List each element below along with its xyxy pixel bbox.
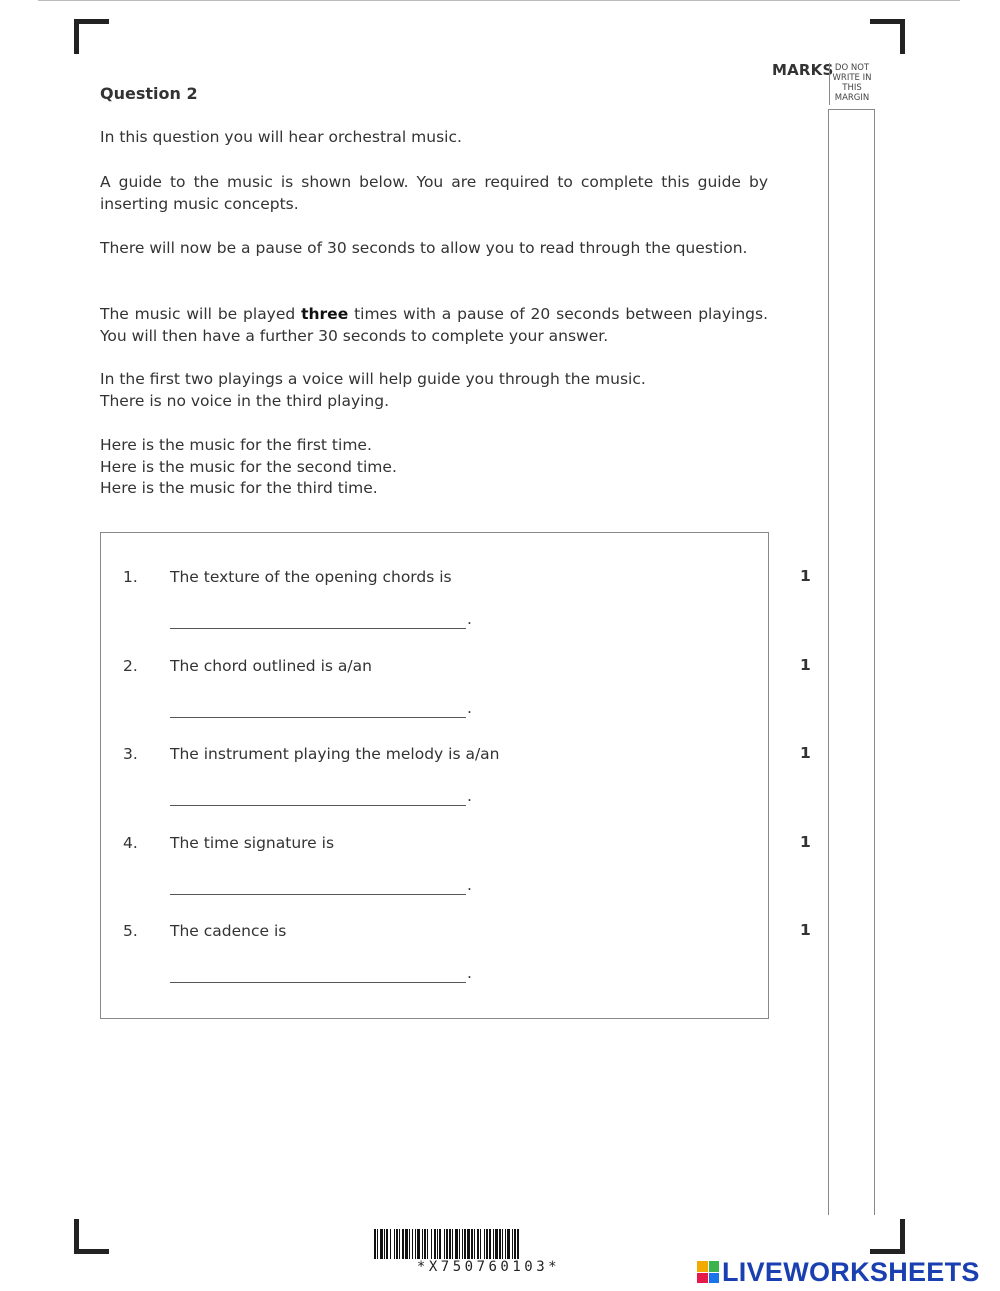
barcode-bar: [427, 1229, 428, 1259]
mark-value-3: 1: [800, 744, 811, 762]
music-guide-box: [100, 532, 769, 1019]
crop-mark-top-right: [870, 19, 905, 54]
answer-blank-5[interactable]: [170, 981, 466, 983]
paragraph-4-end: times with a pause of 20 seconds between playings. You will then have a further 30 seconds to complete your answer.: [100, 305, 768, 345]
barcode-bar: [462, 1229, 463, 1259]
intro-paragraph-1: In this question you will hear orchestral music.: [100, 128, 462, 146]
barcode-bar: [409, 1229, 410, 1259]
mark-value-5: 1: [800, 921, 811, 939]
barcode-bar: [380, 1229, 383, 1259]
barcode-bar: [417, 1229, 420, 1259]
barcode-bar: [434, 1229, 436, 1259]
mark-value-2: 1: [800, 656, 811, 674]
barcode-bar: [514, 1229, 516, 1259]
answer-period: .: [467, 964, 472, 982]
barcode-bar: [394, 1229, 395, 1259]
guide-item-number: 3.: [123, 745, 138, 763]
logo-square: [709, 1273, 720, 1284]
barcode-bar: [377, 1229, 378, 1259]
barcode-bar: [422, 1229, 423, 1259]
barcode-bar: [459, 1229, 460, 1259]
barcode-bar: [474, 1229, 475, 1259]
barcode-bar: [402, 1229, 404, 1259]
barcode-bar: [467, 1229, 470, 1259]
barcode-bar: [396, 1229, 398, 1259]
barcode-bar: [374, 1229, 376, 1259]
guide-item-text: The cadence is: [170, 922, 287, 940]
paragraph-4-start: The music will be played: [100, 305, 302, 323]
barcode-bar: [452, 1229, 453, 1259]
barcode-bar: [415, 1229, 416, 1259]
mark-value-4: 1: [800, 833, 811, 851]
answer-period: .: [467, 699, 472, 717]
page-top-rule: [38, 0, 960, 1]
barcode-bar: [444, 1229, 445, 1259]
paragraph-6-line-1: Here is the music for the first time.: [100, 436, 372, 454]
brand-name: LIVEWORKSHEETS: [722, 1256, 980, 1287]
barcode-bar: [384, 1229, 385, 1259]
guide-item-number: 2.: [123, 657, 138, 675]
barcode-bar: [517, 1229, 519, 1259]
answer-blank-4[interactable]: [170, 893, 466, 895]
intro-paragraph-3: There will now be a pause of 30 seconds to allow you to read through the question.: [100, 239, 748, 257]
logo-square: [709, 1261, 720, 1272]
barcode-bar: [390, 1229, 391, 1259]
barcode-bar: [412, 1229, 413, 1259]
guide-item-text: The instrument playing the melody is a/an: [170, 745, 500, 763]
answer-period: .: [467, 610, 472, 628]
barcode: [374, 1229, 603, 1259]
barcode-bar: [405, 1229, 408, 1259]
intro-paragraph-5: [100, 369, 768, 412]
crop-mark-bottom-left: [74, 1219, 109, 1254]
barcode-bar: [399, 1229, 400, 1259]
barcode-bar: [446, 1229, 448, 1259]
paragraph-5-line-1: In the first two playings a voice will help guide you through the music.: [100, 370, 646, 388]
paragraph-6-line-3: Here is the music for the third time.: [100, 479, 378, 497]
barcode-bar: [499, 1229, 501, 1259]
barcode-bar: [505, 1229, 506, 1259]
guide-item-number: 5.: [123, 922, 138, 940]
liveworksheets-logo: [697, 1257, 980, 1287]
guide-item-number: 1.: [123, 568, 138, 586]
barcode-bar: [386, 1229, 388, 1259]
barcode-bar: [507, 1229, 510, 1259]
barcode-bar: [471, 1229, 473, 1259]
barcode-bar: [439, 1229, 441, 1259]
barcode-bar: [493, 1229, 494, 1259]
barcode-bar: [480, 1229, 481, 1259]
barcode-bar: [484, 1229, 485, 1259]
guide-item-text: The chord outlined is a/an: [170, 657, 372, 675]
answer-blank-2[interactable]: [170, 716, 466, 718]
margin-note: DO NOT WRITE IN THIS MARGIN: [829, 63, 874, 105]
guide-item-text: The time signature is: [170, 834, 335, 852]
barcode-bar: [486, 1229, 488, 1259]
barcode-bar: [495, 1229, 498, 1259]
barcode-bar: [464, 1229, 466, 1259]
barcode-number: *X750760103*: [416, 1259, 561, 1275]
intro-paragraph-2: A guide to the music is shown below. You are required to complete this guide by inserting music concepts.: [100, 173, 768, 213]
guide-item-text: The texture of the opening chords is: [170, 568, 452, 586]
paragraph-6-line-2: Here is the music for the second time.: [100, 457, 397, 476]
logo-square: [697, 1273, 708, 1284]
question-title: Question 2: [100, 84, 198, 103]
intro-paragraph-4: [100, 304, 768, 347]
guide-item-number: 4.: [123, 834, 138, 852]
barcode-bar: [424, 1229, 426, 1259]
barcode-bar: [477, 1229, 479, 1259]
barcode-bar: [512, 1229, 513, 1259]
answer-period: .: [467, 787, 472, 805]
liveworksheets-icon: [697, 1261, 719, 1283]
barcode-bar: [449, 1229, 451, 1259]
crop-mark-top-left: [74, 19, 109, 54]
paragraph-5-line-2: There is no voice in the third playing.: [100, 391, 390, 410]
marks-column-header: MARKS: [772, 61, 834, 79]
barcode-bar: [489, 1229, 491, 1259]
do-not-write-margin: [828, 109, 875, 1215]
answer-period: .: [467, 876, 472, 894]
crop-mark-bottom-right: [870, 1219, 905, 1254]
barcode-bar: [431, 1229, 432, 1259]
mark-value-1: 1: [800, 567, 811, 585]
intro-paragraph-6: [100, 435, 768, 500]
logo-square: [697, 1261, 708, 1272]
barcode-bar: [437, 1229, 438, 1259]
barcode-bar: [502, 1229, 503, 1259]
answer-blank-3[interactable]: [170, 804, 466, 806]
paragraph-4-emphasis: three: [301, 305, 349, 323]
barcode-bar: [455, 1229, 458, 1259]
answer-blank-1[interactable]: [170, 627, 466, 629]
